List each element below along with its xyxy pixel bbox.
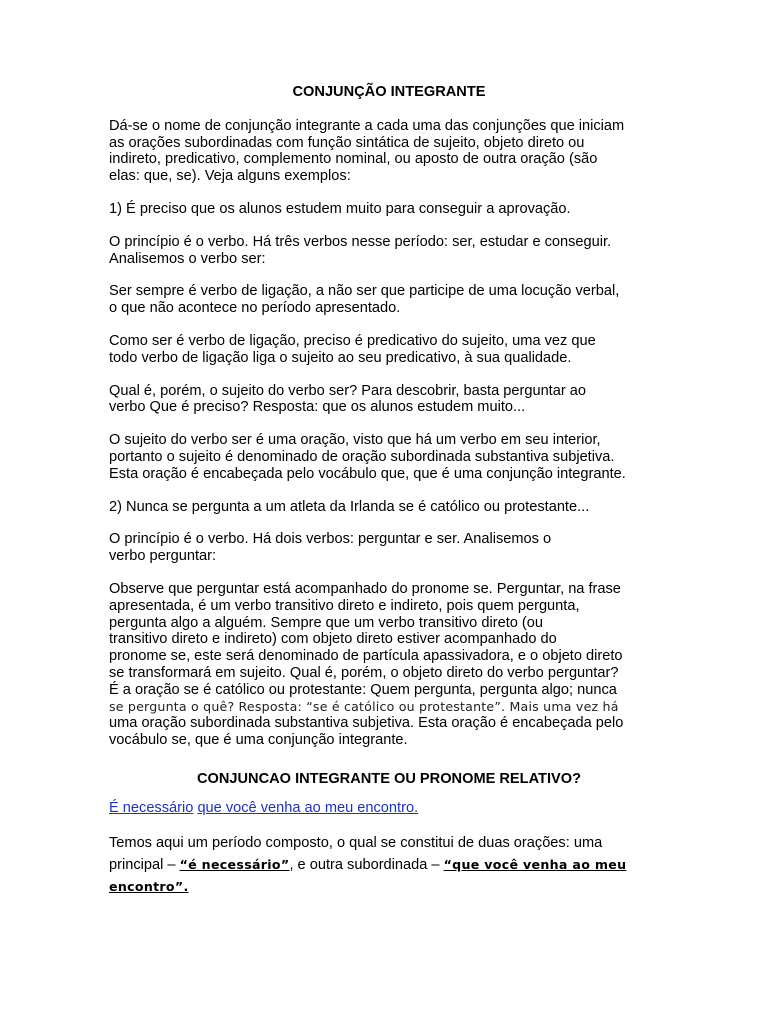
paragraph-predicativo [109, 333, 669, 367]
page-title: CONJUNÇÃO INTEGRANTE [292, 84, 486, 100]
text-line: Como ser é verbo de ligação, preciso é predicativo do sujeito, uma vez que [109, 332, 596, 349]
text-line: 2) Nunca se pergunta a um atleta da Irlanda se é católico ou protestante... [109, 498, 590, 515]
text-line: verbo perguntar: [109, 548, 217, 565]
paragraph-sujeito [109, 432, 669, 482]
text-line: Ser sempre é verbo de ligação, a não ser que participe de uma locução verbal, [109, 283, 620, 300]
text-line: É a oração se é católico ou protestante: Quem pergunta, pergunta algo; nunca [109, 681, 617, 698]
example-2 [109, 499, 669, 516]
text-line: O sujeito do verbo ser é uma oração, visto que há um verbo em seu interior, [109, 432, 601, 449]
quote-subordinada-end: encontro”. [109, 878, 189, 894]
text-line: se pergunta o quê? Resposta: “se é católico ou protestante”. Mais uma vez há [109, 698, 619, 714]
text-line: transitivo direto e indireto) com objeto direto estiver acompanhado do [109, 631, 557, 648]
quote-principal: “é necessário” [179, 856, 290, 872]
text-line: O princípio é o verbo. Há dois verbos: perguntar e ser. Analisemos o [109, 531, 552, 548]
text-line: elas: que, se). Veja alguns exemplos: [109, 168, 351, 185]
paragraph-ligacao [109, 283, 669, 317]
text-line: pergunta algo a alguém. Sempre que um verbo transitivo direto (ou [109, 614, 544, 631]
paragraph-observe [109, 581, 669, 749]
text-line: 1) É preciso que os alunos estudem muito para conseguir a aprovação. [109, 200, 571, 217]
document-body [109, 84, 669, 898]
text-line: as orações subordinadas com função sintática de sujeito, objeto direto ou [109, 134, 585, 151]
paragraph-principio-1 [109, 234, 669, 268]
text-line: vocábulo se, que é uma conjunção integrante. [109, 732, 408, 749]
section-title: CONJUNCAO INTEGRANTE OU PRONOME RELATIVO? [196, 770, 582, 787]
paragraph-qual [109, 383, 669, 417]
text-line: Temos aqui um período composto, o qual se constitui de duas orações: uma [109, 834, 603, 851]
text-line: se transformará em sujeito. Qual é, porém, o objeto direto do verbo perguntar? [109, 664, 619, 681]
text-fragment: principal – [109, 856, 180, 873]
intro-paragraph [109, 118, 669, 185]
text-line [109, 854, 669, 876]
text-line: O princípio é o verbo. Há três verbos nesse período: ser, estudar e conseguir. [109, 233, 612, 250]
text-line [109, 876, 669, 898]
text-fragment: , e outra subordinada – [289, 856, 444, 873]
paragraph-principio-2 [109, 531, 669, 565]
closing-paragraph [109, 833, 669, 898]
text-line: Esta oração é encabeçada pelo vocábulo que, que é uma conjunção integrante. [109, 465, 626, 482]
text-line: apresentada, é um verbo transitivo direto e indireto, pois quem pergunta, [109, 597, 580, 614]
link-sentence [109, 800, 669, 817]
text-line: todo verbo de ligação liga o sujeito ao seu predicativo, à sua qualidade. [109, 349, 572, 366]
text-line: indireto, predicativo, complemento nominal, ou aposto de outra oração (são [109, 151, 598, 168]
text-line: portanto o sujeito é denominado de oração subordinada substantiva subjetiva. [109, 448, 615, 465]
text-line: uma oração subordinada substantiva subjetiva. Esta oração é encabeçada pelo [109, 715, 624, 732]
text-line: Qual é, porém, o sujeito do verbo ser? Para descobrir, basta perguntar ao [109, 382, 587, 399]
text-line: Analisemos o verbo ser: [109, 250, 266, 267]
quote-subordinada: “que você venha ao meu [443, 856, 627, 872]
text-line: verbo Que é preciso? Resposta: que os alunos estudem muito... [109, 399, 526, 416]
text-line: Observe que perguntar está acompanhado do pronome se. Perguntar, na frase [109, 580, 621, 597]
link-e-necessario[interactable]: É necessário [109, 799, 194, 816]
example-1 [109, 201, 669, 218]
link-que-voce-venha[interactable]: que você venha ao meu encontro. [197, 799, 419, 816]
text-line: pronome se, este será denominado de partícula apassivadora, e o objeto direto [109, 648, 623, 665]
text-line: Dá-se o nome de conjunção integrante a cada uma das conjunções que iniciam [109, 117, 625, 134]
text-line: o que não acontece no período apresentado. [109, 300, 401, 317]
